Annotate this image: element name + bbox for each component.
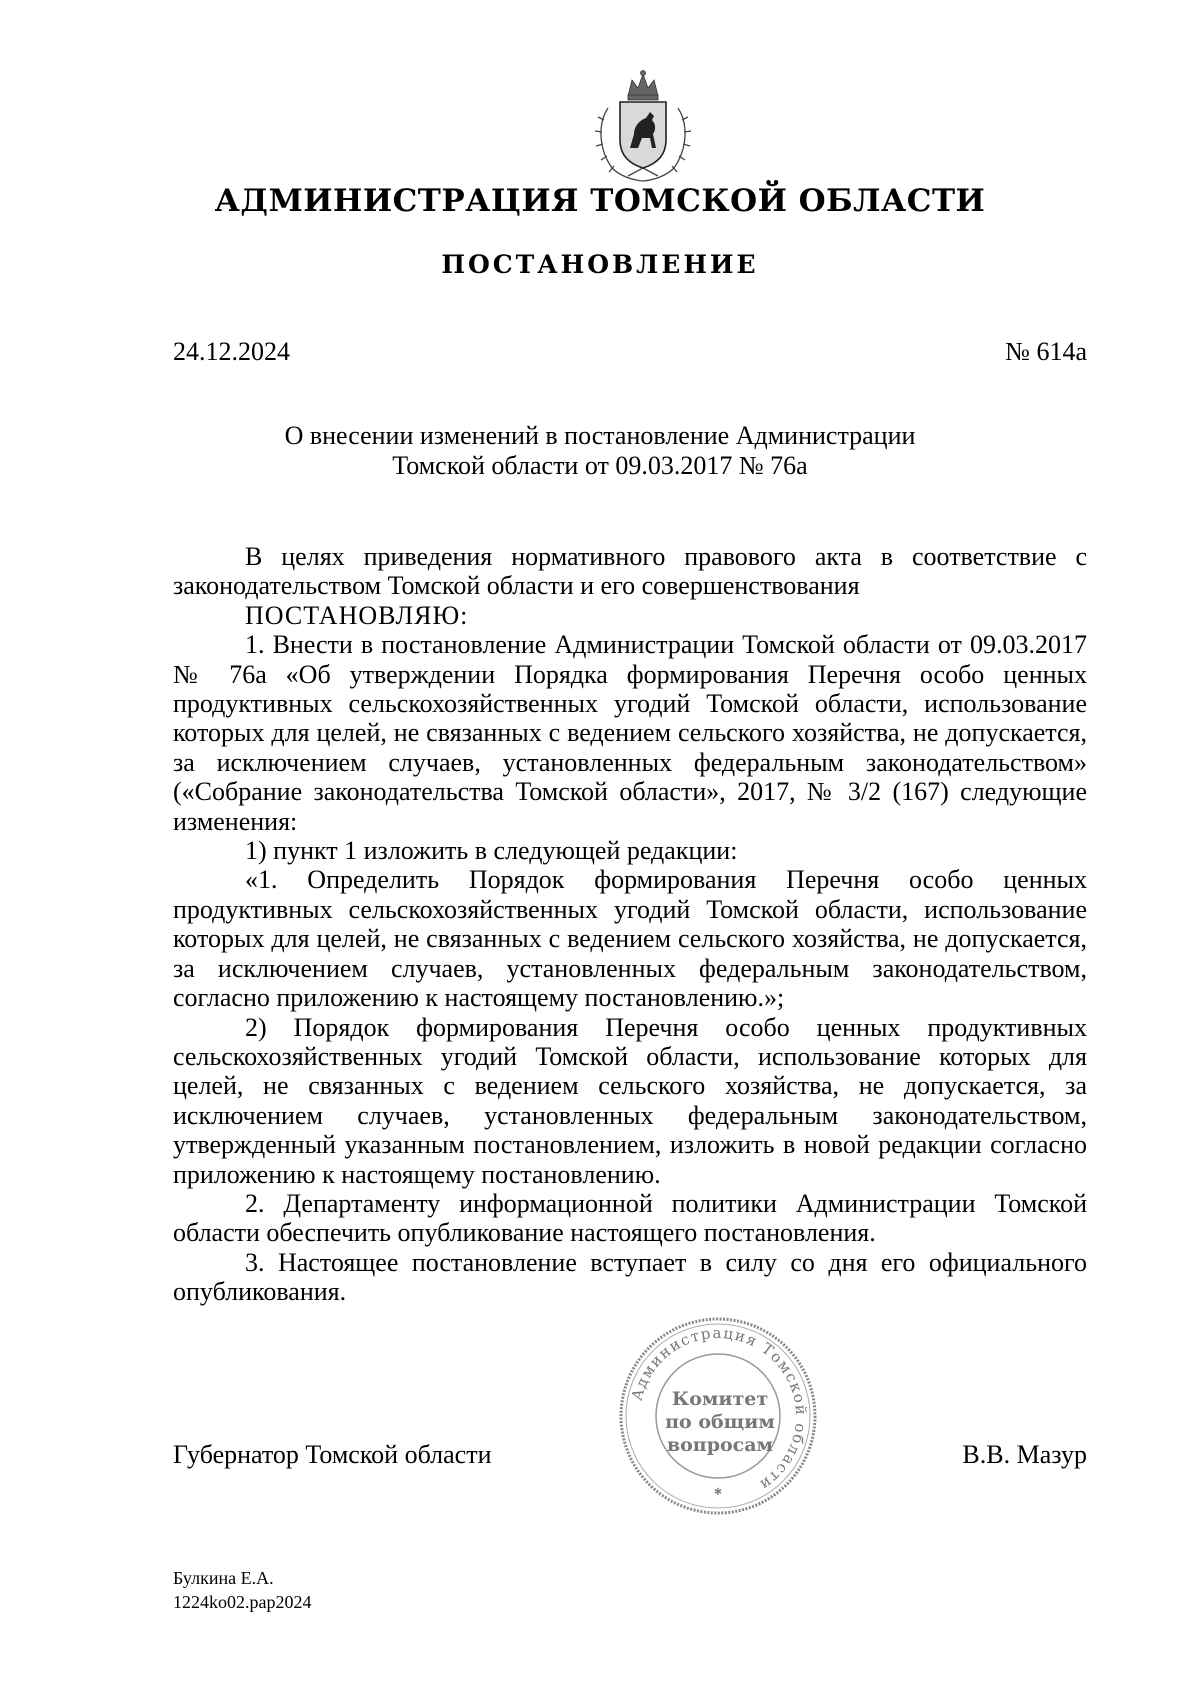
document-body: [173, 542, 1087, 1307]
document-date: 24.12.2024: [173, 337, 290, 366]
tomsk-coat-of-arms-icon: [590, 68, 696, 184]
document-subject: [0, 421, 1200, 481]
signatory-name: В.В. Мазур: [962, 1440, 1087, 1469]
document-number: № 614а: [1005, 337, 1087, 366]
document-type: ПОСТАНОВЛЕНИЕ: [441, 250, 759, 279]
seal-center-line-2: по общим: [665, 1411, 775, 1433]
organization-title: АДМИНИСТРАЦИЯ ТОМСКОЙ ОБЛАСТИ: [214, 183, 986, 219]
seal-star-icon: ✱: [713, 1487, 723, 1498]
body-paragraph: 1) пункт 1 изложить в следующей редакции:: [245, 836, 738, 866]
subject-line-2: Томской области от 09.03.2017 № 76а: [392, 451, 808, 480]
body-paragraph: В целях приведения нормативного правового акта в соответствие с законодательством Томской области и его совершенствования: [173, 542, 1087, 601]
seal-outer-text: Администрация Томской области: [627, 1323, 811, 1495]
body-paragraph-resolve: ПОСТАНОВЛЯЮ:: [245, 600, 469, 630]
document-footer: [173, 1566, 312, 1614]
body-paragraph: 2) Порядок формирования Перечня особо ценных продуктивных сельскохозяйственных угодий Томской области, использование которых для целей, не связанных с ведением сельского хозяйства, не допускается, за исключением случаев, установленных федеральным законодательством, утвержденный указанным постановлением, изложить в новой редакции согласно приложению к настоящему постановлению.: [173, 1012, 1087, 1189]
footer-file-reference: 1224ko02.pap2024: [173, 1592, 312, 1612]
subject-line-1: О внесении изменений в постановление Администрации: [284, 421, 916, 450]
seal-center-line-1: Комитет: [671, 1388, 769, 1410]
seal-center-line-3: вопросам: [666, 1434, 774, 1456]
official-seal-stamp: [617, 1315, 819, 1517]
body-paragraph: 2. Департаменту информационной политики Администрации Томской области обеспечить опубликование настоящего постановления.: [173, 1188, 1087, 1248]
footer-author: Булкина Е.А.: [173, 1568, 274, 1588]
signatory-title: Губернатор Томской области: [173, 1440, 492, 1469]
body-paragraph: 3. Настоящее постановление вступает в силу со дня его официального опубликования.: [173, 1247, 1087, 1307]
body-paragraph: «1. Определить Порядок формирования Перечня особо ценных продуктивных сельскохозяйственных угодий Томской области, использование которых для целей, не связанных с ведением сельского хозяйства, не допускается, за исключением случаев, установленных федеральным законодательством, согласно приложению к настоящему постановлению.»;: [173, 865, 1087, 1013]
body-paragraph: 1. Внести в постановление Администрации Томской области от 09.03.2017 № 76а «Об утверждении Порядка формирования Перечня особо ценных продуктивных сельскохозяйственных угодий Томской области, использование которых для целей, не связанных с ведением сельского хозяйства, не допускается, за исключением случаев, установленных федеральным законодательством» («Собрание законодательства Томской области», 2017, № 3/2 (167) следующие изменения:: [173, 630, 1087, 836]
